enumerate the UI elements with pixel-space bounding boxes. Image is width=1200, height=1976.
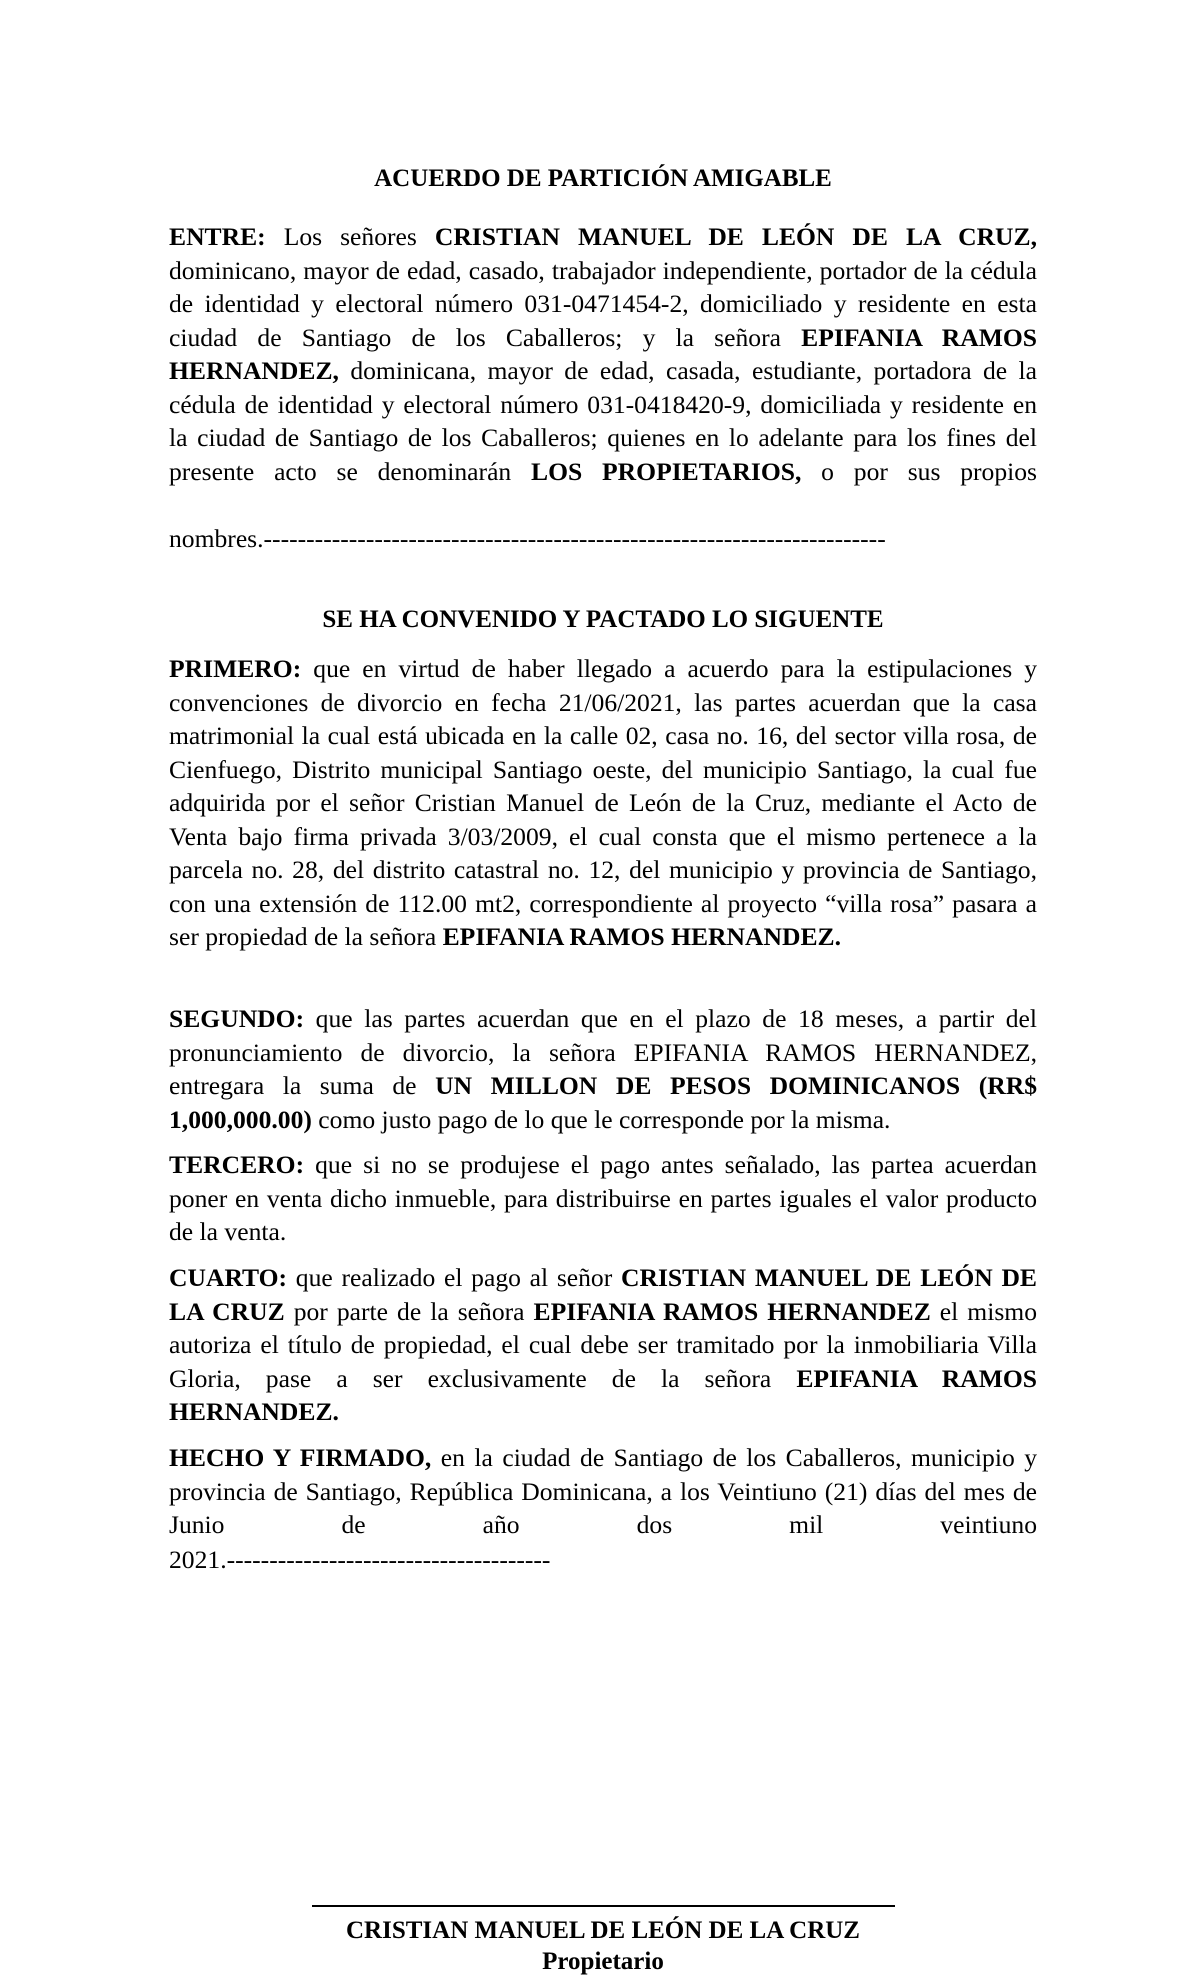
entre-label: ENTRE: <box>169 222 266 251</box>
entre-paragraph <box>169 220 1037 488</box>
section-title: SE HA CONVENIDO Y PACTADO LO SIGUENTE <box>322 606 884 633</box>
segundo-amount: UN MILLON DE PESOS DOMINICANOS (RR$ 1,000,000.00) <box>169 1071 1038 1134</box>
cuarto-text-1: que realizado el pago al señor <box>287 1263 621 1292</box>
owners-label: LOS PROPIETARIOS, <box>531 456 802 486</box>
hecho-paragraph <box>169 1441 1037 1542</box>
tercero-paragraph <box>169 1148 1037 1249</box>
segundo-paragraph <box>169 1002 1037 1136</box>
hecho-text-1: en la ciudad de Santiago de los Caballeros, municipio y provincia de Santiago, República Dominicana, a los Veintiuno (21) días del mes de Junio de año dos mil veintiuno <box>169 1443 1037 1539</box>
entre-text-2: dominicano, mayor de edad, casado, trabajador independiente, portador de la cédula de identidad y electoral número 031-0471454-2, domiciliado y residente en esta ciudad de Santiago de los Caballeros; y la señora <box>169 255 1037 352</box>
cuarto-name-3: EPIFANIA RAMOS HERNANDEZ. <box>169 1363 1038 1426</box>
primero-text: que en virtud de haber llegado a acuerdo para la estipulaciones y convenciones de divorcio en fecha 21/06/2021, las partes acuerdan que la casa matrimonial la cual está ubicada en la calle 02, casa no. 16, del sector villa rosa, de Cienfuego, Distrito municipal Santiago oeste, del municipio Santiago, la cual fue adquirida por el señor Cristian Manuel de León de la Cruz, mediante el Acto de Venta bajo firma privada 3/03/2009, el cual consta que el mismo pertenece a la parcela no. 28, del distrito catastral no. 12, del municipio y provincia de Santiago, con una extensión de 112.00 mt2, correspondiente al proyecto “villa rosa” pasara a ser propiedad de la señora <box>169 654 1037 951</box>
party-name-1: CRISTIAN MANUEL DE LEÓN DE LA CRUZ, <box>434 222 1037 251</box>
signature-role: Propietario <box>542 1948 664 1975</box>
hecho-closing-line: 2021.-------------------------------------- <box>169 1545 551 1574</box>
segundo-text-1: que las partes acuerdan que en el plazo de 18 meses, a partir del pronunciamiento de divorcio, la señora EPIFANIA RAMOS HERNANDEZ, entregara la suma de <box>169 1004 1037 1100</box>
entre-text-1: Los señores <box>265 222 435 251</box>
segundo-text-2: como justo pago de lo que le corresponde por la misma. <box>311 1104 891 1134</box>
entre-text-4: o por sus propios <box>801 456 1037 486</box>
tercero-text: que si no se produjese el pago antes señalado, las partea acuerdan poner en venta dicho inmueble, para distribuirse en partes iguales el valor producto de la venta. <box>169 1150 1037 1246</box>
entre-closing-line: nombres.------------------------------------------------------------------------- <box>169 524 886 553</box>
tercero-label: TERCERO: <box>169 1150 305 1179</box>
cuarto-label: CUARTO: <box>169 1263 288 1292</box>
cuarto-text-3: el mismo autoriza el título de propiedad, el cual debe ser tramitado por la inmobiliaria Villa Gloria, pase a ser exclusivamente de la señora <box>169 1296 1037 1393</box>
primero-name: EPIFANIA RAMOS HERNANDEZ. <box>442 922 841 951</box>
cuarto-name-2: EPIFANIA RAMOS HERNANDEZ <box>533 1296 931 1326</box>
cuarto-name-1: CRISTIAN MANUEL DE LEÓN DE LA CRUZ <box>169 1263 1037 1326</box>
entre-text-3: dominicana, mayor de edad, casada, estudiante, portadora de la cédula de identidad y electoral número 031-0418420-9, domiciliada y residente en la ciudad de Santiago de los Caballeros; quienes en lo adelante para los fines del presente acto se denominarán <box>169 356 1037 486</box>
document-title: ACUERDO DE PARTICIÓN AMIGABLE <box>374 165 832 192</box>
cuarto-text-2: por parte de la señora <box>284 1296 534 1326</box>
hecho-label: HECHO Y FIRMADO, <box>169 1443 432 1472</box>
signature-name: CRISTIAN MANUEL DE LEÓN DE LA CRUZ <box>346 1917 860 1944</box>
primero-paragraph <box>169 652 1037 954</box>
cuarto-paragraph <box>169 1261 1037 1429</box>
signature-line <box>312 1905 895 1907</box>
party-name-2: EPIFANIA RAMOS HERNANDEZ, <box>169 322 1037 385</box>
segundo-label: SEGUNDO: <box>169 1004 305 1033</box>
primero-label: PRIMERO: <box>169 654 302 683</box>
